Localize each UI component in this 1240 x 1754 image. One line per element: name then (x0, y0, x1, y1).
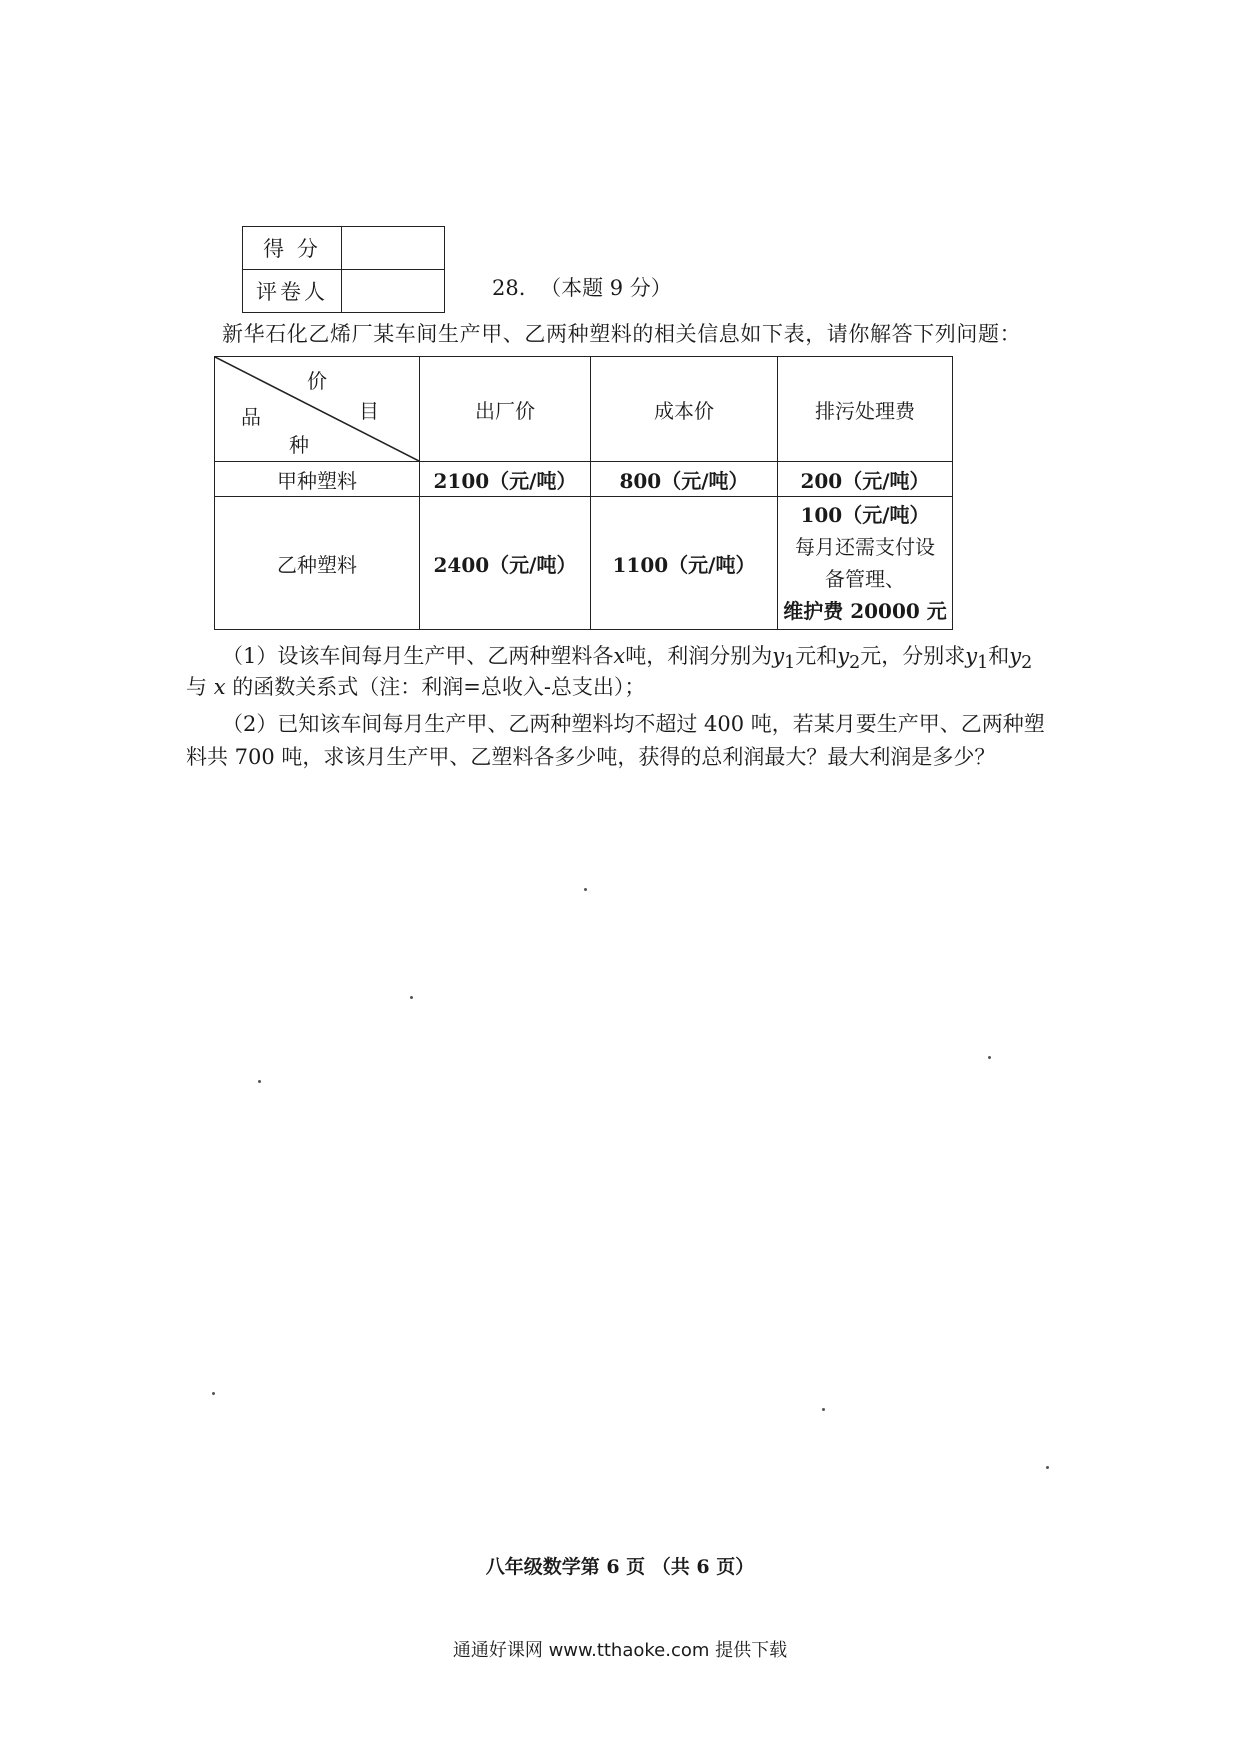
table-header-row (215, 357, 953, 462)
subscript: 2 (849, 653, 861, 674)
cost-price-cell: 1100（元/吨） (591, 497, 778, 630)
subquestion-2-line-1: （2）已知该车间每月生产甲、乙两种塑料均不超过 400 吨，若某月要生产甲、乙两种塑 (222, 712, 1045, 736)
cost-price-cell: 800（元/吨） (591, 462, 778, 497)
variable-y1: y (772, 644, 785, 668)
variable-y1: y (965, 644, 978, 668)
corner-bottom-label: 种 (289, 433, 309, 457)
grader-value-cell[interactable] (342, 270, 445, 313)
scan-speck (212, 1392, 215, 1395)
fee-line: 维护费 20000 元 (783, 599, 947, 623)
text-span: 元和 (795, 644, 838, 668)
diagonal-header-cell (215, 357, 420, 462)
page-footer: 八年级数学第 6 页 （共 6 页） (485, 1556, 755, 1578)
row-name: 甲种塑料 (215, 462, 420, 497)
scan-speck (988, 1056, 991, 1059)
score-value-cell[interactable] (342, 227, 445, 270)
row-name: 乙种塑料 (215, 497, 420, 630)
scan-speck (822, 1408, 825, 1411)
grader-label: 评卷人 (243, 270, 342, 313)
corner-top-label: 价 (307, 369, 327, 393)
subscript: 2 (1021, 653, 1033, 674)
score-box (242, 226, 445, 313)
subquestion-1-line-2 (186, 671, 645, 701)
scan-speck (410, 996, 413, 999)
text-span: 的函数关系式（注：利润=总收入-总支出）； (232, 675, 646, 699)
factory-price-cell: 2100（元/吨） (420, 462, 591, 497)
sewage-fee-cell: 200（元/吨） (778, 462, 953, 497)
score-label: 得 分 (243, 227, 342, 270)
table-row (215, 462, 953, 497)
question-header (492, 272, 672, 302)
variable-y2: y (1009, 644, 1022, 668)
fee-line: 100（元/吨） (800, 503, 930, 527)
text-span: 元，分别求 (860, 644, 966, 668)
scan-speck (1046, 1466, 1049, 1469)
text-span: 和 (988, 644, 1010, 668)
table-row (215, 497, 953, 630)
question-intro: 新华石化乙烯厂某车间生产甲、乙两种塑料的相关信息如下表，请你解答下列问题： (222, 322, 1022, 346)
corner-right-label: 目 (359, 399, 379, 423)
question-number: 28. (492, 276, 526, 300)
text-span: （1）设该车间每月生产甲、乙两种塑料各 (222, 644, 614, 668)
variable-x: x (213, 675, 226, 699)
factory-price-cell: 2400（元/吨） (420, 497, 591, 630)
variable-x: x (613, 644, 626, 668)
text-span: 吨，利润分别为 (625, 644, 773, 668)
variable-y2: y (837, 644, 850, 668)
header-cost-price: 成本价 (591, 357, 778, 462)
sewage-fee-cell (778, 497, 953, 630)
header-factory-price: 出厂价 (420, 357, 591, 462)
subscript: 1 (977, 653, 989, 674)
plastics-info-table (214, 356, 953, 630)
question-points: （本题 9 分） (540, 276, 672, 300)
fee-line: 每月还需支付设 (795, 535, 935, 559)
subscript: 1 (784, 653, 796, 674)
scan-speck (584, 888, 587, 891)
scan-speck (258, 1080, 261, 1083)
subquestion-2-line-2: 料共 700 吨，求该月生产甲、乙塑料各多少吨，获得的总利润最大？最大利润是多少？ (186, 745, 996, 769)
header-sewage-fee: 排污处理费 (778, 357, 953, 462)
subquestion-1-line-1 (222, 640, 1032, 673)
corner-left-label: 品 (241, 405, 261, 429)
fee-line: 备管理、 (825, 567, 905, 591)
source-credit: 通通好课网 www.tthaoke.com 提供下载 (452, 1640, 788, 1661)
text-span: 与 (186, 675, 207, 699)
